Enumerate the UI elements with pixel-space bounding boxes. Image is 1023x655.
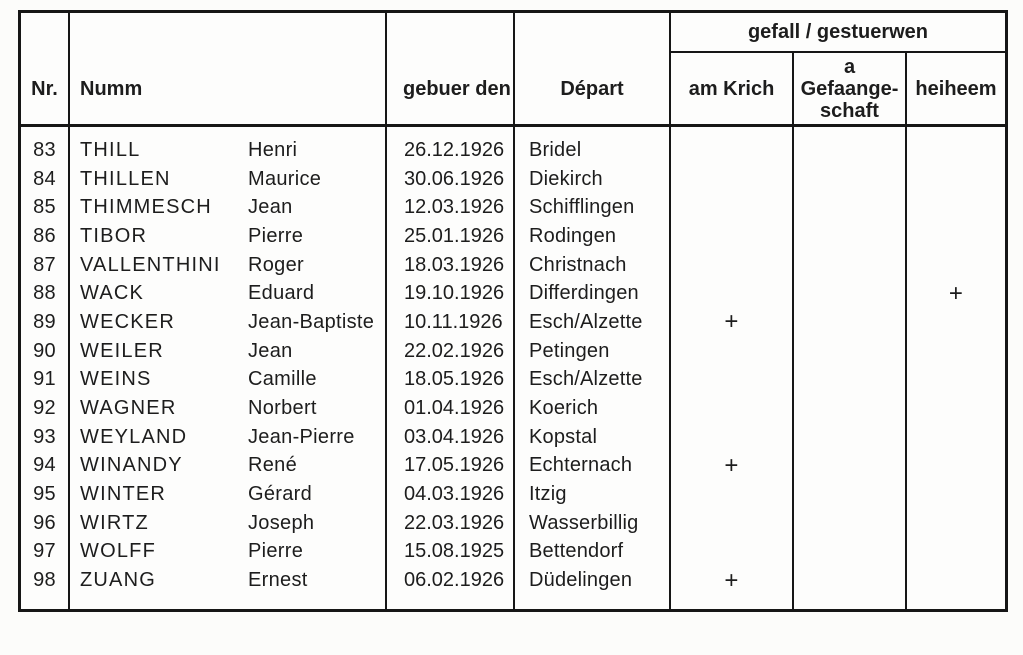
- table-row: [21, 394, 1005, 423]
- cell-am-krich: [671, 366, 794, 395]
- table-row: [21, 509, 1005, 538]
- cell-numm: [70, 337, 387, 366]
- cell-given-name: Jean: [248, 196, 293, 219]
- cell-surname: WIRTZ: [80, 511, 149, 534]
- cell-numm: [70, 566, 387, 595]
- cell-a-gefaangeschaft: [794, 423, 907, 452]
- cell-given-name: Pierre: [248, 224, 304, 247]
- cell-heiheem: [907, 480, 1005, 509]
- cell-heiheem: [907, 337, 1005, 366]
- cell-am-krich: [671, 394, 794, 423]
- cell-heiheem: [907, 538, 1005, 567]
- cell-nr: 93: [21, 423, 70, 452]
- cell-gebuer-den: 22.02.1926: [387, 337, 515, 366]
- cell-am-krich: +: [671, 308, 794, 337]
- cell-surname: THIMMESCH: [80, 196, 212, 219]
- cell-surname: WACK: [80, 282, 145, 305]
- cell-a-gefaangeschaft: [794, 452, 907, 481]
- header-a-gefaangeschaft-text: a Gefaange- schaft: [800, 55, 899, 122]
- cell-numm: [70, 423, 387, 452]
- cell-am-krich: +: [671, 452, 794, 481]
- cell-heiheem: +: [948, 279, 964, 307]
- cell-numm: [70, 165, 387, 194]
- cell-a-gefaangeschaft: [794, 566, 907, 595]
- cell-surname: VALLENTHINI: [80, 253, 221, 276]
- cell-nr: 90: [21, 337, 70, 366]
- cell-heiheem: [907, 165, 1005, 194]
- cell-heiheem: [907, 193, 1005, 222]
- cell-numm: [70, 366, 387, 395]
- cell-gebuer-den: 03.04.1926: [387, 423, 515, 452]
- table-row: [21, 165, 1005, 194]
- table-row: [21, 279, 1005, 308]
- cell-am-krich: [671, 251, 794, 280]
- table-row: [21, 452, 1005, 481]
- cell-nr: 83: [21, 136, 70, 165]
- header-group-gefall-gestuerwen: gefall / gestuerwen: [671, 13, 1005, 53]
- table-header: [21, 13, 1005, 127]
- cell-am-krich: [671, 279, 794, 308]
- cell-depart: Schifflingen: [515, 193, 671, 222]
- cell-heiheem: [907, 366, 1005, 395]
- cell-given-name: Pierre: [248, 540, 304, 563]
- cell-depart: Düdelingen: [515, 566, 671, 595]
- cell-depart: Echternach: [515, 452, 671, 481]
- cell-depart: Rodingen: [515, 222, 671, 251]
- cell-a-gefaangeschaft: [794, 509, 907, 538]
- cell-heiheem: [907, 308, 1005, 337]
- cell-a-gefaangeschaft: [794, 366, 907, 395]
- cell-nr: 91: [21, 366, 70, 395]
- cell-surname: TIBOR: [80, 224, 148, 247]
- cell-gebuer-den: 10.11.1926: [387, 308, 515, 337]
- cell-surname: WEILER: [80, 339, 164, 362]
- cell-gebuer-den: 18.05.1926: [387, 366, 515, 395]
- cell-given-name: Gérard: [248, 483, 313, 506]
- cell-a-gefaangeschaft: [794, 279, 907, 308]
- cell-a-gefaangeschaft: [794, 222, 907, 251]
- cell-nr: 97: [21, 538, 70, 567]
- header-nr: Nr.: [21, 13, 70, 124]
- cell-a-gefaangeschaft: [794, 136, 907, 165]
- cell-nr: 94: [21, 452, 70, 481]
- cell-given-name: Norbert: [248, 397, 317, 420]
- cell-surname: WINTER: [80, 483, 167, 506]
- cell-gebuer-den: 01.04.1926: [387, 394, 515, 423]
- memorial-table: [18, 10, 1008, 612]
- cell-numm: [70, 222, 387, 251]
- header-numm: Numm: [70, 13, 387, 124]
- table-row: [21, 136, 1005, 165]
- cell-am-krich: [671, 222, 794, 251]
- table-row: [21, 193, 1005, 222]
- cell-gebuer-den: 26.12.1926: [387, 136, 515, 165]
- cell-numm: [70, 136, 387, 165]
- cell-a-gefaangeschaft: [794, 308, 907, 337]
- header-gebuer-den: gebuer den: [387, 13, 515, 124]
- cell-heiheem: [907, 251, 1005, 280]
- cell-heiheem: [907, 222, 1005, 251]
- cell-am-krich: [671, 480, 794, 509]
- cell-surname: WOLFF: [80, 540, 156, 563]
- cell-am-krich: [671, 193, 794, 222]
- cell-a-gefaangeschaft: [794, 165, 907, 194]
- cell-depart: Kopstal: [515, 423, 671, 452]
- header-depart: Départ: [515, 13, 671, 124]
- cell-a-gefaangeschaft: [794, 193, 907, 222]
- cell-a-gefaangeschaft: [794, 337, 907, 366]
- cell-numm: [70, 452, 387, 481]
- cell-numm: [70, 509, 387, 538]
- cell-surname: WEINS: [80, 368, 152, 391]
- cell-gebuer-den: 19.10.1926: [387, 279, 515, 308]
- cell-heiheem: [907, 452, 1005, 481]
- cell-a-gefaangeschaft: [794, 251, 907, 280]
- cell-am-krich: [671, 165, 794, 194]
- cell-given-name: Joseph: [248, 511, 315, 534]
- cell-nr: 87: [21, 251, 70, 280]
- cell-given-name: Jean-Baptiste: [248, 310, 375, 333]
- cell-am-krich: +: [671, 566, 794, 595]
- cell-a-gefaangeschaft: [794, 480, 907, 509]
- cell-depart: Petingen: [515, 337, 671, 366]
- cell-given-name: Roger: [248, 253, 304, 276]
- cell-nr: 84: [21, 165, 70, 194]
- table-row: [21, 538, 1005, 567]
- table-row: [21, 251, 1005, 280]
- cell-depart: Bettendorf: [515, 538, 671, 567]
- cell-depart: Differdingen: [515, 279, 671, 308]
- cell-gebuer-den: 12.03.1926: [387, 193, 515, 222]
- cell-heiheem: [907, 394, 1005, 423]
- cell-given-name: Jean-Pierre: [248, 425, 355, 448]
- cell-numm: [70, 538, 387, 567]
- cell-am-krich: [671, 136, 794, 165]
- cell-heiheem: [907, 136, 1005, 165]
- cell-depart: Diekirch: [515, 165, 671, 194]
- cell-heiheem: [907, 566, 1005, 595]
- cell-gebuer-den: 06.02.1926: [387, 566, 515, 595]
- cell-nr: 98: [21, 566, 70, 595]
- cell-numm: [70, 308, 387, 337]
- cell-depart: Bridel: [515, 136, 671, 165]
- table-row: [21, 480, 1005, 509]
- cell-numm: [70, 394, 387, 423]
- cell-given-name: Maurice: [248, 167, 322, 190]
- cell-surname: WEYLAND: [80, 425, 188, 448]
- cell-nr: 86: [21, 222, 70, 251]
- table-row: [21, 366, 1005, 395]
- cell-nr: 96: [21, 509, 70, 538]
- table-row: [21, 308, 1005, 337]
- cell-nr: 85: [21, 193, 70, 222]
- cell-gebuer-den: 30.06.1926: [387, 165, 515, 194]
- cell-surname: ZUANG: [80, 569, 156, 592]
- table-row: [21, 222, 1005, 251]
- cell-surname: WECKER: [80, 310, 175, 333]
- cell-gebuer-den: 04.03.1926: [387, 480, 515, 509]
- cell-am-krich: [671, 337, 794, 366]
- cell-depart: Esch/Alzette: [515, 366, 671, 395]
- cell-heiheem: [907, 509, 1005, 538]
- cell-given-name: René: [248, 454, 298, 477]
- cell-gebuer-den: 22.03.1926: [387, 509, 515, 538]
- cell-gebuer-den: 25.01.1926: [387, 222, 515, 251]
- cell-am-krich: [671, 538, 794, 567]
- spacer-row: [21, 127, 1005, 136]
- cell-numm: [70, 193, 387, 222]
- cell-surname: WAGNER: [80, 397, 177, 420]
- header-a-gefaangeschaft: [794, 53, 907, 124]
- cell-depart: Itzig: [515, 480, 671, 509]
- cell-given-name: Camille: [248, 368, 317, 391]
- cell-gebuer-den: 15.08.1925: [387, 538, 515, 567]
- cell-given-name: Henri: [248, 138, 298, 161]
- table-row: [21, 337, 1005, 366]
- table-row: [21, 423, 1005, 452]
- table-row: [21, 566, 1005, 595]
- cell-nr: 92: [21, 394, 70, 423]
- cell-gebuer-den: 17.05.1926: [387, 452, 515, 481]
- header-am-krich: am Krich: [671, 53, 794, 124]
- cell-a-gefaangeschaft: [794, 538, 907, 567]
- cell-am-krich: [671, 509, 794, 538]
- cell-surname: THILLEN: [80, 167, 171, 190]
- cell-given-name: Jean: [248, 339, 293, 362]
- cell-a-gefaangeschaft: [794, 394, 907, 423]
- cell-gebuer-den: 18.03.1926: [387, 251, 515, 280]
- cell-given-name: Eduard: [248, 282, 315, 305]
- cell-depart: Koerich: [515, 394, 671, 423]
- cell-surname: THILL: [80, 138, 141, 161]
- cell-nr: 95: [21, 480, 70, 509]
- cell-nr: 89: [21, 308, 70, 337]
- cell-numm: [70, 251, 387, 280]
- cell-numm: [70, 480, 387, 509]
- cell-surname: WINANDY: [80, 454, 183, 477]
- spacer-row: [21, 595, 1005, 609]
- cell-depart: Esch/Alzette: [515, 308, 671, 337]
- cell-nr: 88: [21, 279, 70, 308]
- cell-numm: [70, 279, 387, 308]
- cell-am-krich: [671, 423, 794, 452]
- cell-depart: Christnach: [515, 251, 671, 280]
- cell-given-name: Ernest: [248, 569, 308, 592]
- table-body: [21, 127, 1005, 609]
- cell-depart: Wasserbillig: [515, 509, 671, 538]
- cell-heiheem: [907, 423, 1005, 452]
- header-heiheem: heiheem: [915, 77, 997, 100]
